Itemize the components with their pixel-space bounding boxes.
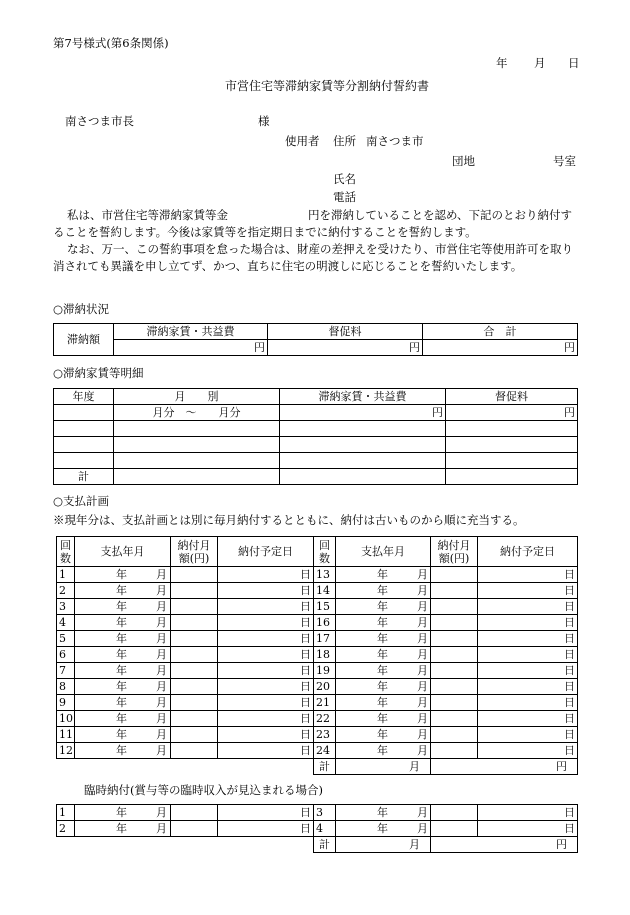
pledge-text-1a: 私は、市営住宅等滞納家賃等金: [67, 208, 228, 222]
detail-cell: [114, 453, 280, 469]
detail-cell: [54, 453, 114, 469]
due-day: 日: [218, 821, 314, 837]
installment-no: 3: [57, 599, 75, 615]
installment-no: 23: [314, 727, 336, 743]
detail-cell: [446, 437, 578, 453]
monthly-amount: [171, 727, 218, 743]
payment-year-month: [336, 583, 431, 599]
monthly-amount: [171, 615, 218, 631]
due-day: 日: [218, 805, 314, 821]
addressee-name: 南さつま市長: [65, 114, 134, 128]
due-day: 日: [478, 711, 578, 727]
plan-col-no-right: 回数: [314, 537, 336, 567]
payment-year-month: [75, 743, 171, 759]
temp-total-month: 月: [336, 837, 431, 853]
month-label: 月: [417, 616, 428, 629]
detail-cell: [446, 421, 578, 437]
installment-no: 21: [314, 695, 336, 711]
monthly-amount: [431, 711, 478, 727]
month-label: 月: [156, 568, 167, 581]
installment-no: 22: [314, 711, 336, 727]
month-label: 月: [156, 648, 167, 661]
installment-no: 11: [57, 727, 75, 743]
payment-year-month: [75, 647, 171, 663]
monthly-amount: [171, 821, 218, 837]
due-day: 日: [218, 615, 314, 631]
monthly-amount: [431, 695, 478, 711]
payment-year-month: [336, 599, 431, 615]
installment-no: 4: [57, 615, 75, 631]
monthly-amount: [431, 805, 478, 821]
monthly-amount: [431, 599, 478, 615]
plan-col-ym-left: 支払年月: [75, 537, 171, 567]
year-label: 年: [377, 744, 388, 757]
detail-cell: [280, 421, 446, 437]
due-day: 日: [478, 663, 578, 679]
status-total-yen: 円: [423, 340, 578, 356]
status-table: [53, 323, 578, 356]
month-label: 月: [156, 664, 167, 677]
installment-no: 2: [57, 821, 75, 837]
installment-no: 17: [314, 631, 336, 647]
due-day: 日: [478, 743, 578, 759]
month-label: 月: [417, 648, 428, 661]
table-row: [57, 695, 578, 711]
document-title: 市営住宅等滞納家賃等分割納付誓約書: [225, 79, 430, 93]
monthly-amount: [171, 599, 218, 615]
payment-year-month: [75, 711, 171, 727]
year-label: 年: [116, 806, 127, 819]
installment-no: 18: [314, 647, 336, 663]
pledge-text-1b: 円を滞納していることを認め、下記のとおり納付することを誓約します。今後は家賃等を指定期日までに納付することを誓約します。: [53, 208, 573, 239]
month-label: 月: [417, 664, 428, 677]
table-row: [57, 599, 578, 615]
monthly-amount: [431, 727, 478, 743]
installment-no: 14: [314, 583, 336, 599]
detail-col-rent: 滞納家賃・共益費: [280, 389, 446, 405]
detail-cell: [114, 469, 280, 485]
year-label: 年: [377, 728, 388, 741]
pledge-paragraph-2: なお、万一、この誓約事項を怠った場合は、財産の差押えを受けたり、市営住宅等使用許可を取り消されても異議を申し立てず、かつ、直ちに住宅の明渡しに応じることを誓約いたします。: [53, 242, 573, 273]
installment-no: 20: [314, 679, 336, 695]
payment-year-month: [336, 663, 431, 679]
form-number: 第7号様式(第6条関係): [53, 36, 169, 50]
due-day: 日: [218, 679, 314, 695]
month-label: 月: [417, 584, 428, 597]
year-label: 年: [377, 616, 388, 629]
month-label: 月: [156, 680, 167, 693]
year-label: 年: [116, 696, 127, 709]
monthly-amount: [431, 631, 478, 647]
month-label: 月: [417, 806, 428, 819]
due-day: 日: [478, 631, 578, 647]
month-label: 月: [417, 728, 428, 741]
monthly-amount: [171, 695, 218, 711]
payment-year-month: [75, 805, 171, 821]
detail-heading: ○滞納家賃等明細: [53, 366, 144, 380]
monthly-amount: [431, 821, 478, 837]
installment-no: 16: [314, 615, 336, 631]
table-row: [57, 679, 578, 695]
month-label: 月: [417, 600, 428, 613]
month-label: 月: [417, 680, 428, 693]
installment-no: 10: [57, 711, 75, 727]
due-day: 日: [218, 711, 314, 727]
due-day: 日: [218, 583, 314, 599]
due-day: 日: [218, 647, 314, 663]
due-day: 日: [218, 743, 314, 759]
year-label: 年: [377, 664, 388, 677]
address-city: 南さつま市: [366, 134, 424, 148]
room-label: 号室: [553, 154, 576, 168]
detail-cell: [114, 421, 280, 437]
payment-year-month: [75, 821, 171, 837]
status-col-total: 合 計: [423, 324, 578, 340]
month-label: 月: [156, 806, 167, 819]
year-label: 年: [377, 584, 388, 597]
year-label: 年: [116, 744, 127, 757]
payment-year-month: [336, 615, 431, 631]
table-row: [57, 727, 578, 743]
year-label: 年: [377, 696, 388, 709]
payment-year-month: [75, 663, 171, 679]
payment-year-month: [75, 727, 171, 743]
payment-year-month: [336, 711, 431, 727]
month-label: 月: [417, 744, 428, 757]
month-label: 月: [156, 712, 167, 725]
monthly-amount: [431, 615, 478, 631]
year-label: 年: [116, 568, 127, 581]
payment-year-month: [75, 615, 171, 631]
payment-year-month: [336, 695, 431, 711]
plan-heading: ○支払計画: [53, 494, 110, 508]
year-label: 年: [116, 584, 127, 597]
temp-total-yen: 円: [431, 837, 578, 853]
table-row: [57, 567, 578, 583]
payment-year-month: [336, 647, 431, 663]
status-fee-yen: 円: [268, 340, 423, 356]
installment-no: 9: [57, 695, 75, 711]
due-day: 日: [478, 567, 578, 583]
temp-table: [56, 804, 578, 853]
year-label: 年: [116, 680, 127, 693]
installment-no: 1: [57, 567, 75, 583]
year-label: 年: [377, 806, 388, 819]
plan-col-no-left: 回数: [57, 537, 75, 567]
year-label: 年: [116, 600, 127, 613]
table-row: [57, 743, 578, 759]
table-row: [57, 631, 578, 647]
date-year-label: 年: [496, 56, 508, 70]
year-label: 年: [116, 616, 127, 629]
year-label: 年: [116, 648, 127, 661]
month-label: 月: [417, 822, 428, 835]
month-label: 月: [156, 632, 167, 645]
addressee-honorific: 様: [258, 114, 270, 128]
payment-year-month: [75, 695, 171, 711]
installment-no: 1: [57, 805, 75, 821]
monthly-amount: [171, 567, 218, 583]
installment-no: 12: [57, 743, 75, 759]
due-day: 日: [478, 805, 578, 821]
due-day: 日: [218, 631, 314, 647]
danchi-label: 団地: [452, 154, 475, 168]
payment-year-month: [75, 679, 171, 695]
due-day: 日: [478, 583, 578, 599]
table-row: [57, 711, 578, 727]
monthly-amount: [431, 679, 478, 695]
plan-col-due-left: 納付予定日: [218, 537, 314, 567]
table-row: [57, 615, 578, 631]
name-label: 氏名: [333, 172, 356, 186]
year-label: 年: [116, 664, 127, 677]
detail-cell: [446, 469, 578, 485]
detail-cell: [54, 405, 114, 421]
payment-year-month: [75, 567, 171, 583]
pledge-paragraph-1: [53, 207, 581, 241]
month-label: 月: [156, 728, 167, 741]
detail-col-year: 年度: [54, 389, 114, 405]
detail-cell: [280, 469, 446, 485]
detail-cell: [280, 437, 446, 453]
address-label: 住所: [333, 134, 356, 148]
year-label: 年: [116, 728, 127, 741]
year-label: 年: [377, 600, 388, 613]
temp-heading: 臨時納付(賞与等の臨時収入が見込まれる場合): [84, 783, 323, 797]
monthly-amount: [431, 567, 478, 583]
detail-cell: [280, 453, 446, 469]
table-row: [57, 663, 578, 679]
monthly-amount: [171, 711, 218, 727]
installment-no: 8: [57, 679, 75, 695]
due-day: 日: [218, 727, 314, 743]
month-label: 月: [417, 696, 428, 709]
detail-month-range: 月分 ～ 月分: [114, 405, 280, 421]
status-col-rent: 滞納家賃・共益費: [114, 324, 268, 340]
year-label: 年: [116, 712, 127, 725]
installment-no: 15: [314, 599, 336, 615]
monthly-amount: [171, 805, 218, 821]
payment-year-month: [336, 679, 431, 695]
plan-table: [56, 536, 578, 775]
month-label: 月: [417, 712, 428, 725]
installment-no: 2: [57, 583, 75, 599]
year-label: 年: [377, 822, 388, 835]
due-day: 日: [478, 821, 578, 837]
installment-no: 4: [314, 821, 336, 837]
due-day: 日: [478, 727, 578, 743]
date-month-label: 月: [534, 56, 546, 70]
monthly-amount: [431, 583, 478, 599]
monthly-amount: [171, 663, 218, 679]
due-day: 日: [478, 599, 578, 615]
installment-no: 19: [314, 663, 336, 679]
detail-fee-yen: 円: [446, 405, 578, 421]
installment-no: 24: [314, 743, 336, 759]
payment-year-month: [336, 805, 431, 821]
year-label: 年: [116, 822, 127, 835]
due-day: 日: [478, 615, 578, 631]
plan-col-amount-right: 納付月額(円): [431, 537, 478, 567]
month-label: 月: [156, 584, 167, 597]
year-label: 年: [377, 648, 388, 661]
due-day: 日: [478, 647, 578, 663]
detail-table: [53, 388, 578, 485]
monthly-amount: [431, 647, 478, 663]
payment-year-month: [336, 727, 431, 743]
plan-total-month: 月: [336, 759, 431, 775]
table-row: [57, 805, 578, 821]
monthly-amount: [431, 743, 478, 759]
due-day: 日: [218, 663, 314, 679]
due-day: 日: [218, 567, 314, 583]
year-label: 年: [377, 680, 388, 693]
month-label: 月: [156, 616, 167, 629]
due-day: 日: [218, 599, 314, 615]
monthly-amount: [171, 679, 218, 695]
plan-empty: [57, 759, 314, 775]
detail-cell: [446, 453, 578, 469]
table-row: [57, 583, 578, 599]
year-label: 年: [377, 632, 388, 645]
payment-year-month: [336, 567, 431, 583]
table-row: [57, 821, 578, 837]
due-day: 日: [478, 695, 578, 711]
status-col-fee: 督促料: [268, 324, 423, 340]
year-label: 年: [116, 632, 127, 645]
plan-total-label: 計: [314, 759, 336, 775]
monthly-amount: [431, 663, 478, 679]
month-label: 月: [156, 600, 167, 613]
month-label: 月: [417, 632, 428, 645]
detail-col-fee: 督促料: [446, 389, 578, 405]
payment-year-month: [336, 821, 431, 837]
month-label: 月: [156, 822, 167, 835]
payment-year-month: [75, 599, 171, 615]
detail-total-label: 計: [54, 469, 114, 485]
plan-total-yen: 円: [431, 759, 578, 775]
installment-no: 3: [314, 805, 336, 821]
month-label: 月: [156, 696, 167, 709]
due-day: 日: [218, 695, 314, 711]
year-label: 年: [377, 568, 388, 581]
installment-no: 13: [314, 567, 336, 583]
detail-rent-yen: 円: [280, 405, 446, 421]
detail-col-month: 月 別: [114, 389, 280, 405]
payment-year-month: [75, 631, 171, 647]
installment-no: 7: [57, 663, 75, 679]
detail-cell: [54, 421, 114, 437]
plan-col-amount-left: 納付月額(円): [171, 537, 218, 567]
monthly-amount: [171, 743, 218, 759]
payment-year-month: [336, 743, 431, 759]
table-row: [57, 647, 578, 663]
status-rent-yen: 円: [114, 340, 268, 356]
status-row-label: 滞納額: [54, 324, 114, 356]
detail-cell: [114, 437, 280, 453]
year-label: 年: [377, 712, 388, 725]
monthly-amount: [171, 631, 218, 647]
month-label: 月: [156, 744, 167, 757]
status-heading: ○滞納状況: [53, 302, 110, 316]
due-day: 日: [478, 679, 578, 695]
date-day-label: 日: [568, 56, 580, 70]
monthly-amount: [171, 647, 218, 663]
temp-empty: [57, 837, 314, 853]
tel-label: 電話: [333, 190, 356, 204]
temp-total-label: 計: [314, 837, 336, 853]
user-label: 使用者: [285, 134, 320, 148]
installment-no: 5: [57, 631, 75, 647]
plan-note: ※現年分は、支払計画とは別に毎月納付するとともに、納付は古いものから順に充当する。: [53, 513, 525, 527]
monthly-amount: [171, 583, 218, 599]
detail-cell: [54, 437, 114, 453]
payment-year-month: [336, 631, 431, 647]
payment-year-month: [75, 583, 171, 599]
plan-col-ym-right: 支払年月: [336, 537, 431, 567]
installment-no: 6: [57, 647, 75, 663]
plan-col-due-right: 納付予定日: [478, 537, 578, 567]
month-label: 月: [417, 568, 428, 581]
